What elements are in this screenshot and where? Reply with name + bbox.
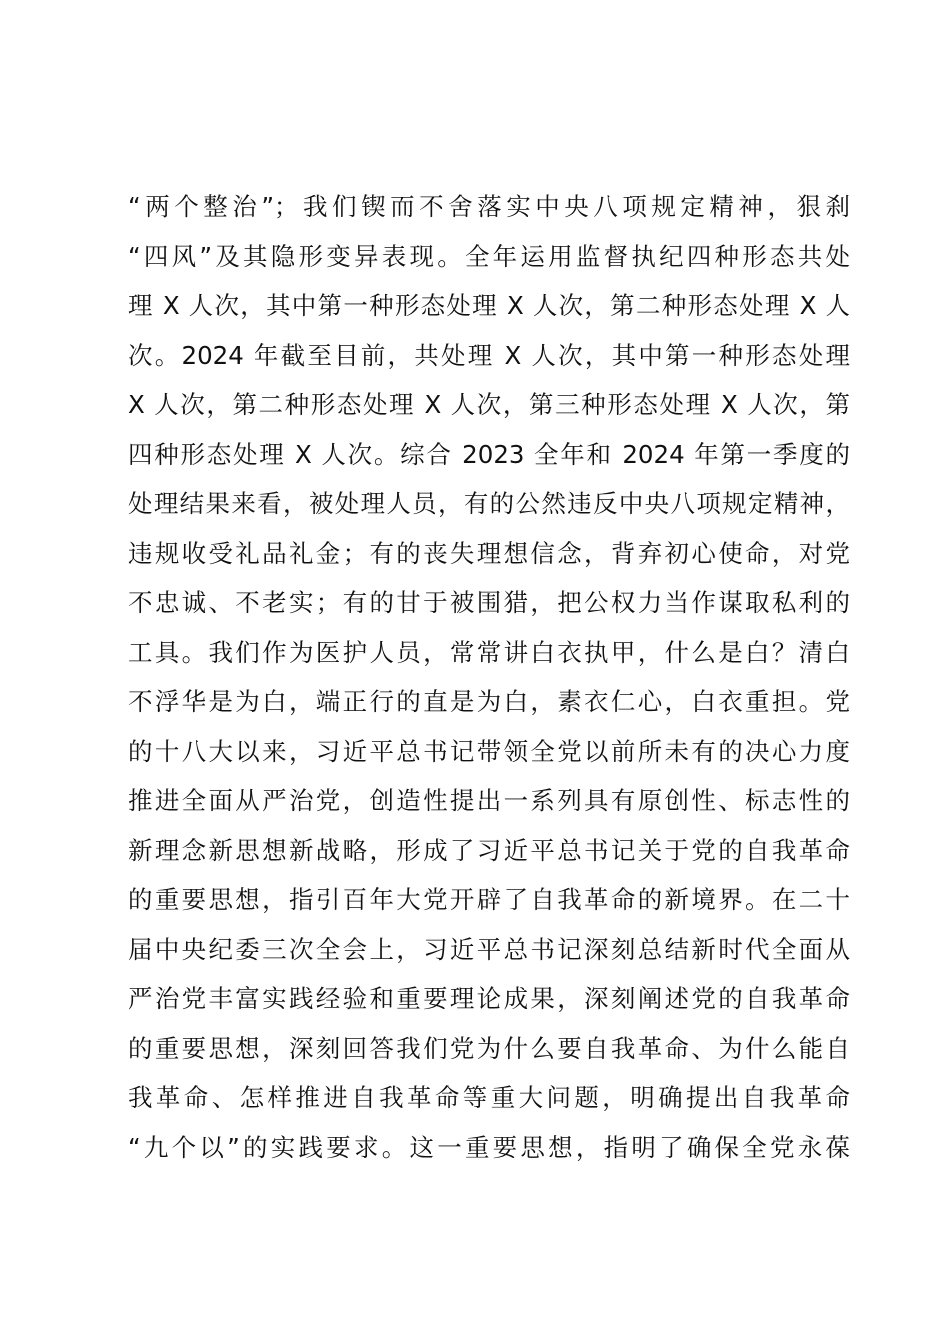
text-line: 不浮华是为白，端正行的直是为白，素衣仁心，白衣重担。党 (128, 687, 850, 716)
text-line: X 人次，第二种形态处理 X 人次，第三种形态处理 X 人次，第 (128, 390, 850, 419)
text-line: 的重要思想，深刻回答我们党为什么要自我革命、为什么能自 (128, 1033, 850, 1063)
body-text (128, 182, 850, 1172)
text-line: 的重要思想，指引百年大党开辟了自我革命的新境界。在二十 (128, 885, 850, 914)
text-line: 新理念新思想新战略，形成了习近平总书记关于党的自我革命 (128, 835, 850, 865)
text-line: 严治党丰富实践经验和重要理论成果，深刻阐述党的自我革命 (128, 984, 850, 1013)
text-line: 违规收受礼品礼金；有的丧失理想信念，背弃初心使命，对党 (128, 538, 850, 568)
text-line: “两个整治”；我们锲而不舍落实中央八项规定精神，狠刹 (128, 192, 850, 221)
text-line: “九个以”的实践要求。这一重要思想，指明了确保全党永葆 (128, 1132, 850, 1162)
text-line: 的十八大以来，习近平总书记带领全党以前所未有的决心力度 (128, 736, 850, 766)
text-line: “四风”及其隐形变异表现。全年运用监督执纪四种形态共处 (128, 241, 850, 271)
text-line: 四种形态处理 X 人次。综合 2023 全年和 2024 年第一季度的 (128, 439, 850, 469)
text-line: 我革命、怎样推进自我革命等重大问题，明确提出自我革命 (128, 1083, 850, 1112)
text-line: 不忠诚、不老实；有的甘于被围猎，把公权力当作谋取私利的 (128, 588, 850, 617)
text-line: 推进全面从严治党，创造性提出一系列具有原创性、标志性的 (128, 786, 850, 815)
text-line: 次。2024 年截至目前，共处理 X 人次，其中第一种形态处理 (128, 340, 850, 370)
text-line: 届中央纪委三次全会上，习近平总书记深刻总结新时代全面从 (128, 934, 850, 964)
text-line: 理 X 人次，其中第一种形态处理 X 人次，第二种形态处理 X 人 (128, 291, 850, 320)
text-line: 处理结果来看，被处理人员，有的公然违反中央八项规定精神， (128, 489, 850, 518)
text-line: 工具。我们作为医护人员，常常讲白衣执甲，什么是白？清白 (128, 637, 850, 667)
